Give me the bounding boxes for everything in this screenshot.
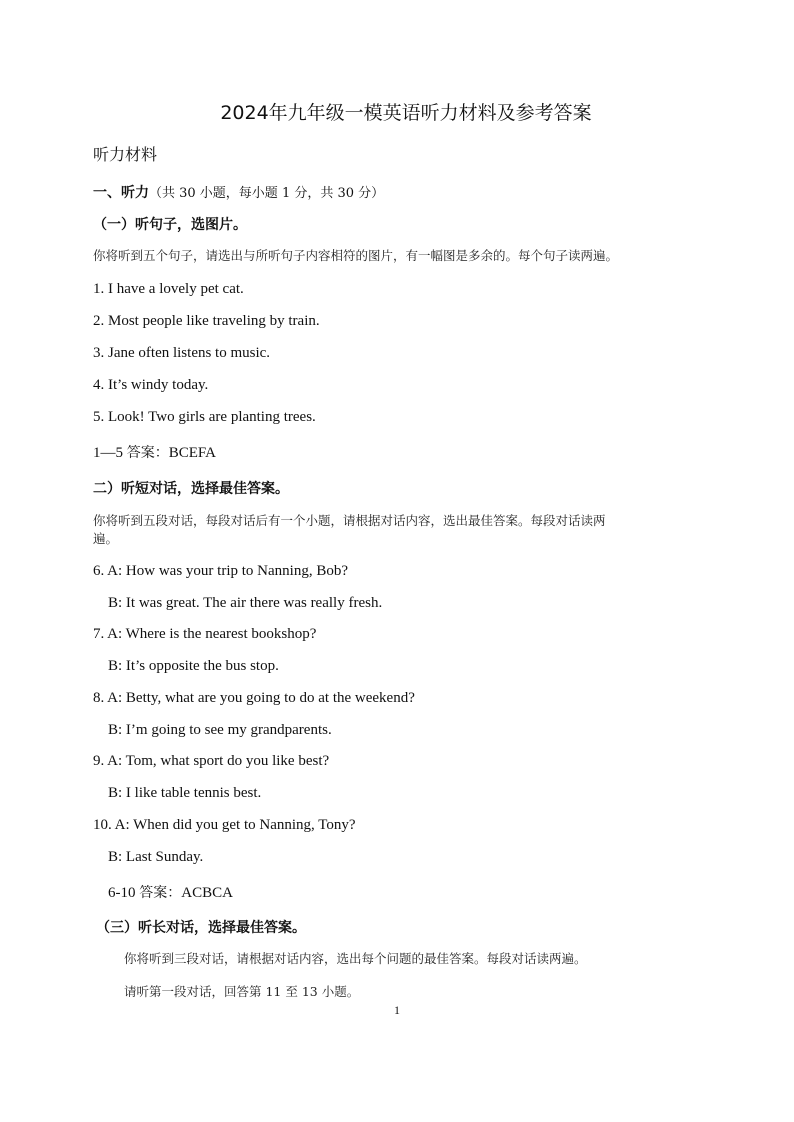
part1-answer-prefix: 1—5: [93, 445, 127, 461]
part1-item-4: 4. It’s windy today.: [93, 377, 209, 393]
dialog-8-b: B: I’m going to see my grandparents.: [108, 722, 332, 738]
part3-instruction: 你将听到三段对话，请根据对话内容，选出每个问题的最佳答案。每段对话读两遍。: [124, 951, 587, 966]
dialog-9-a: 9. A: Tom, what sport do you like best?: [93, 753, 330, 769]
dialog-8-a: 8. A: Betty, what are you going to do at the weekend?: [93, 690, 415, 706]
document-title: 2024年九年级一模英语听力材料及参考答案: [220, 102, 592, 124]
dialog-10-b: B: Last Sunday.: [108, 849, 204, 865]
part2-answer-value: ACBCA: [181, 885, 233, 901]
part2-answer-prefix: 6-10: [108, 885, 140, 901]
part2-instruction-line1: 你将听到五段对话，每段对话后有一个小题，请根据对话内容，选出最佳答案。每段对话读两: [93, 513, 606, 528]
part1-answer-value: BCEFA: [168, 445, 216, 461]
part2-answer: [108, 886, 233, 901]
dialog-9-b: B: I like table tennis best.: [108, 785, 262, 801]
part1-item-3: 3. Jane often listens to music.: [93, 345, 271, 361]
dialog-6-b: B: It was great. The air there was really fresh.: [108, 595, 383, 611]
part2-answer-label: 答案：: [139, 885, 182, 901]
section-subtitle: 听力材料: [93, 145, 158, 164]
dialog-7-b: B: It’s opposite the bus stop.: [108, 658, 279, 674]
part3-heading: （三）听长对话，选择最佳答案。: [96, 920, 306, 936]
section1-heading: 一、听力: [93, 185, 149, 201]
part1-answer: [93, 446, 216, 461]
part1-heading: （一）听句子，选图片。: [93, 217, 247, 233]
section1-heading-note: （共 30 小题，每小题 1 分，共 30 分）: [149, 186, 385, 201]
part1-item-1: 1. I have a lovely pet cat.: [93, 281, 244, 297]
part3-sub-instruction: 请听第一段对话，回答第 11 至 13 小题。: [124, 984, 360, 999]
part1-item-2: 2. Most people like traveling by train.: [93, 313, 320, 329]
dialog-6-a: 6. A: How was your trip to Nanning, Bob?: [93, 563, 348, 579]
dialog-7-a: 7. A: Where is the nearest bookshop?: [93, 626, 317, 642]
page-number: 1: [394, 1003, 400, 1017]
part2-heading: 二）听短对话，选择最佳答案。: [93, 481, 289, 497]
dialog-10-a: 10. A: When did you get to Nanning, Tony?: [93, 817, 356, 833]
part1-answer-label: 答案：: [126, 445, 169, 461]
part2-instruction-line2: 遍。: [93, 531, 119, 546]
part1-instruction: 你将听到五个句子，请选出与所听句子内容相符的图片，有一幅图是多余的。每个句子读两遍。: [93, 248, 619, 263]
section1-heading-row: [93, 185, 384, 201]
part1-item-5: 5. Look! Two girls are planting trees.: [93, 409, 316, 425]
